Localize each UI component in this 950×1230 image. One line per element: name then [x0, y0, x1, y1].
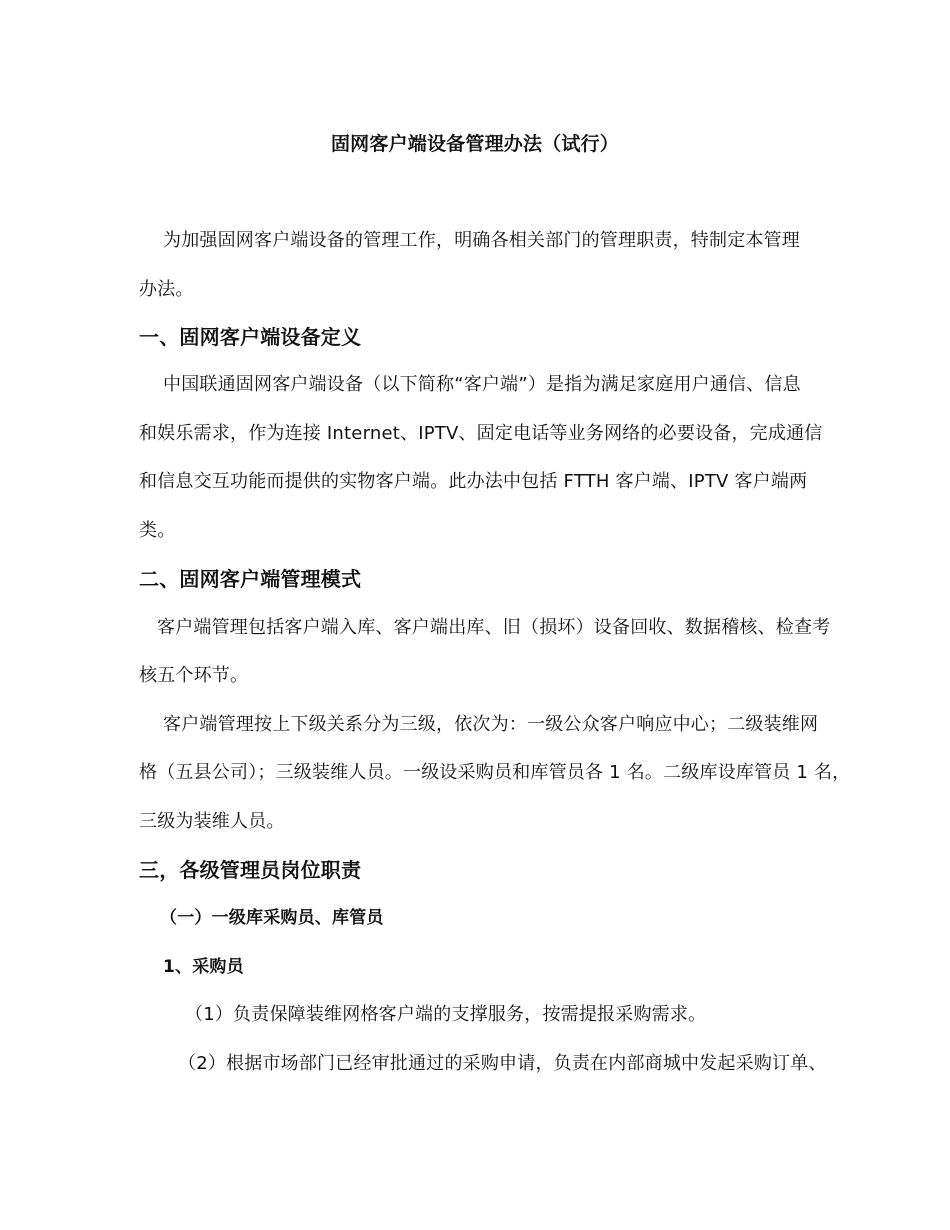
section-3-heading: 三，各级管理员岗位职责 [139, 858, 362, 882]
intro-line-2: 办法。 [139, 279, 194, 300]
section-2-paragraph-1-line-1: 客户端管理包括客户端入库、客户端出库、旧（损坏）设备回收、数据稽核、检查考 [157, 617, 831, 638]
section-2-paragraph-2-line-3: 三级为装维人员。 [139, 811, 285, 832]
section-1-heading: 一、固网客户端设备定义 [139, 325, 362, 349]
section-2-heading: 二、固网客户端管理模式 [139, 567, 362, 591]
section-1-paragraph-line-2: 和娱乐需求，作为连接 Internet、IPTV、固定电话等业务网络的必要设备，完成通信 [139, 423, 823, 444]
intro-line-1: 为加强固网客户端设备的管理工作，明确各相关部门的管理职责，特制定本管理 [163, 230, 800, 251]
section-1-paragraph-line-3: 和信息交互功能而提供的实物客户端。此办法中包括 FTTH 客户端、IPTV 客户端两 [139, 471, 808, 492]
section-3-item-2: （2）根据市场部门已经审批通过的采购申请，负责在内部商城中发起采购订单、 [178, 1053, 827, 1074]
section-2-paragraph-1-line-2: 核五个环节。 [139, 665, 249, 686]
section-2-paragraph-2-line-2: 格（五县公司）；三级装维人员。一级设采购员和库管员各 1 名。二级库设库管员 1 名， [139, 762, 851, 783]
document-title: 固网客户端设备管理办法（试行） [330, 133, 619, 155]
section-3-item-1: （1）负责保障装维网格客户端的支撑服务，按需提报采购需求。 [185, 1004, 707, 1025]
section-3-subheading-1-1: 1、采购员 [163, 957, 244, 977]
section-2-paragraph-2-line-1: 客户端管理按上下级关系分为三级，依次为：一级公众客户响应中心；二级装维网 [163, 714, 819, 735]
section-1-paragraph-line-1: 中国联通固网客户端设备（以下简称“客户端”）是指为满足家庭用户通信、信息 [163, 374, 801, 395]
section-3-subheading-1: （一）一级库采购员、库管员 [160, 908, 384, 928]
section-1-paragraph-line-4: 类。 [139, 520, 176, 541]
